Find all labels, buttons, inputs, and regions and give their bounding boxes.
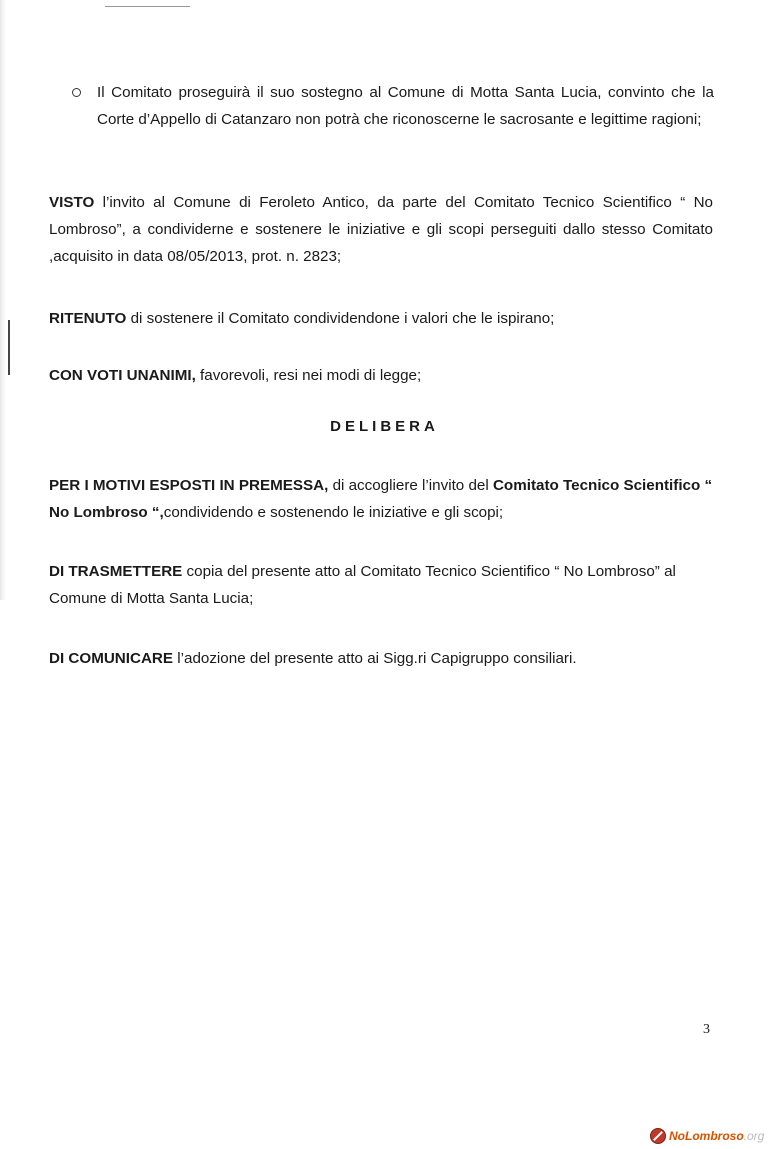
paragraph-voti: [49, 362, 713, 389]
motivi-text: di accogliere l’invito del: [328, 477, 493, 494]
bullet-text: Il Comitato proseguirà il suo sostegno al Comune di Motta Santa Lucia, convinto che la Corte d’Appello di Catanzaro non potrà che riconoscerne le sacrosante e legittime ragioni;: [97, 84, 714, 128]
paragraph-trasmettere: [49, 558, 713, 612]
watermark-tld: .org: [743, 1129, 765, 1143]
voti-label: CON VOTI UNANIMI,: [49, 367, 196, 384]
motivi-committee: Comitato Tecnico Scientifico “ No Lombroso “,: [49, 477, 713, 521]
visto-label: VISTO: [49, 194, 95, 211]
paragraph-ritenuto: [49, 305, 713, 332]
paragraph-motivi: [49, 472, 713, 526]
paragraph-comunicare: [49, 645, 713, 672]
trasmettere-text: copia del presente atto al Comitato Tecnico Scientifico “ No Lombroso” al Comune di Motta Santa Lucia;: [49, 563, 676, 607]
trasmettere-label: DI TRASMETTERE: [49, 563, 183, 580]
watermark: [650, 1127, 764, 1145]
paragraph-visto: [49, 189, 713, 270]
visto-text: l’invito al Comune di Feroleto Antico, da parte del Comitato Tecnico Scientifico “ No Lombroso”, a condividerne e sostenere le iniziative e gli scopi perseguiti dallo stesso Comitato ,acquisito in data 08/05/2013, prot. n. 2823;: [49, 194, 713, 265]
scan-top-line: [105, 6, 190, 7]
heading-delibera: DELIBERA: [330, 418, 439, 435]
comunicare-text: l’adozione del presente atto ai Sigg.ri Capigruppo consiliari.: [173, 650, 577, 667]
ritenuto-label: RITENUTO: [49, 310, 127, 327]
page-number: 3: [703, 1022, 710, 1037]
ritenuto-text: di sostenere il Comitato condividendone i valori che le ispirano;: [126, 310, 555, 327]
motivi-label: PER I MOTIVI ESPOSTI IN PREMESSA,: [49, 477, 329, 494]
watermark-text: [669, 1129, 764, 1143]
scan-mark: [8, 320, 10, 375]
comunicare-label: DI COMUNICARE: [49, 650, 174, 667]
scan-edge-shadow: [0, 0, 6, 600]
motivi-text2: condividendo e sostenendo le iniziative e gli scopi;: [163, 504, 504, 521]
circle-bullet-icon: [72, 88, 81, 97]
no-lombroso-logo-icon: [650, 1128, 666, 1144]
watermark-name: NoLombroso: [669, 1129, 744, 1143]
voti-text: favorevoli, resi nei modi di legge;: [195, 367, 422, 384]
